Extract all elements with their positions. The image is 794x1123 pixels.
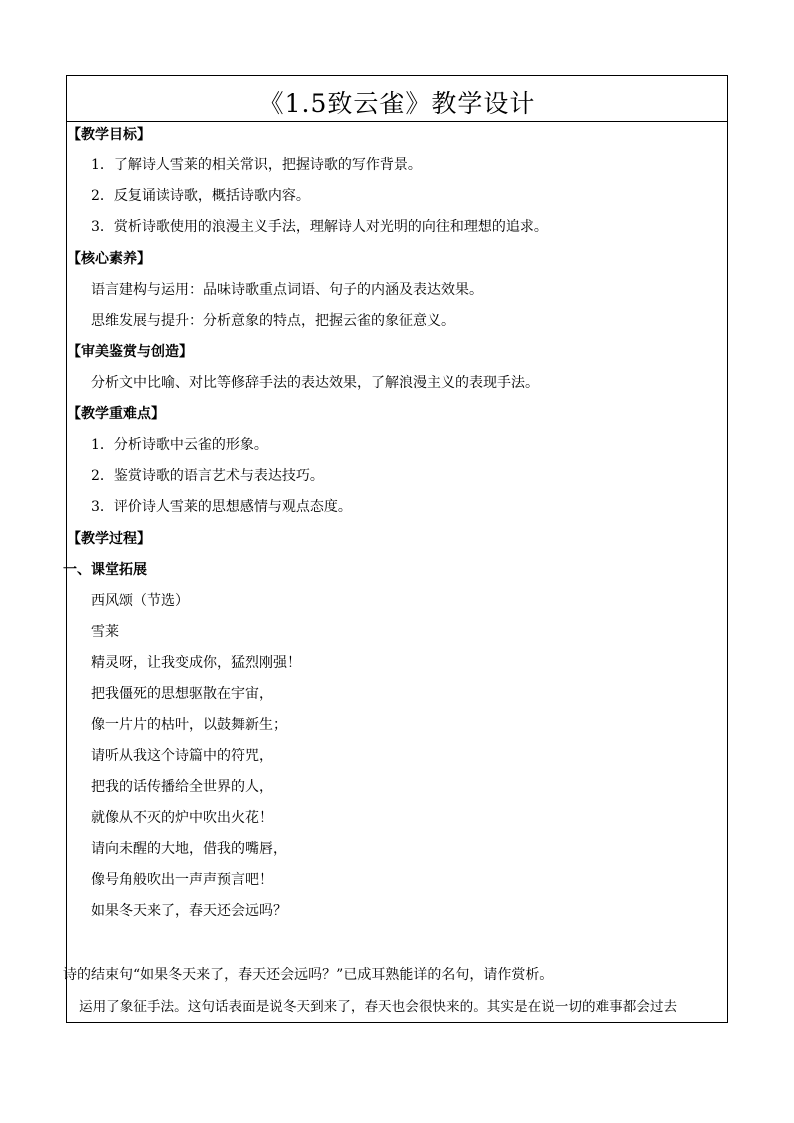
poem-line: 就像从不灭的炉中吹出火花！ [91,810,273,826]
poem-line: 像一片片的枯叶，以鼓舞新生； [91,717,287,733]
aesthetic-item: 分析文中比喻、对比等修辞手法的表达效果，了解浪漫主义的表现手法。 [91,375,539,391]
poem-line: 精灵呀，让我变成你，猛烈刚强！ [91,655,301,671]
question-text: 诗的结束句“如果冬天来了，春天还会远吗？”已成耳熟能详的名句，请作赏析。 [63,967,554,983]
answer-text: 运用了象征手法。这句话表面是说冬天到来了，春天也会很快来的。其实是在说一切的难事都会过去 [79,999,678,1015]
core-heading: 【核心素养】 [67,251,151,267]
key-points-heading: 【教学重难点】 [67,406,165,422]
core-item: 思维发展与提升：分析意象的特点，把握云雀的象征意义。 [91,313,455,329]
poem-line: 请向未醒的大地，借我的嘴唇， [91,841,287,857]
process-heading: 【教学过程】 [67,531,151,547]
key-point-item: 1．分析诗歌中云雀的形象。 [91,437,268,453]
poem-line: 把我的话传播给全世界的人， [91,779,273,795]
poem-title: 西风颂（节选） [91,593,189,609]
title-row [67,76,727,122]
poem-line: 请听从我这个诗篇中的符咒， [91,748,273,764]
objective-item: 1．了解诗人雪莱的相关常识，把握诗歌的写作背景。 [91,157,422,173]
objective-item: 2．反复诵读诗歌，概括诗歌内容。 [91,188,310,204]
poem-line: 把我僵死的思想驱散在宇宙， [91,686,273,702]
objectives-heading: 【教学目标】 [67,127,151,143]
core-item: 语言建构与运用：品味诗歌重点词语、句子的内涵及表达效果。 [91,282,483,298]
document-table [63,75,728,1023]
poem-author: 雪莱 [91,624,119,640]
aesthetic-heading: 【审美鉴赏与创造】 [67,344,193,360]
key-point-item: 3．评价诗人雪莱的思想感情与观点态度。 [91,499,352,515]
poem-line: 像号角般吹出一声声预言吧！ [91,872,273,888]
page-title: 《1.5致云雀》教学设计 [258,89,536,118]
process-subheading: 一、课堂拓展 [63,562,147,578]
objective-item: 3．赏析诗歌使用的浪漫主义手法，理解诗人对光明的向往和理想的追求。 [91,219,548,235]
poem-line: 如果冬天来了，春天还会远吗？ [91,903,287,919]
key-point-item: 2．鉴赏诗歌的语言艺术与表达技巧。 [91,468,324,484]
